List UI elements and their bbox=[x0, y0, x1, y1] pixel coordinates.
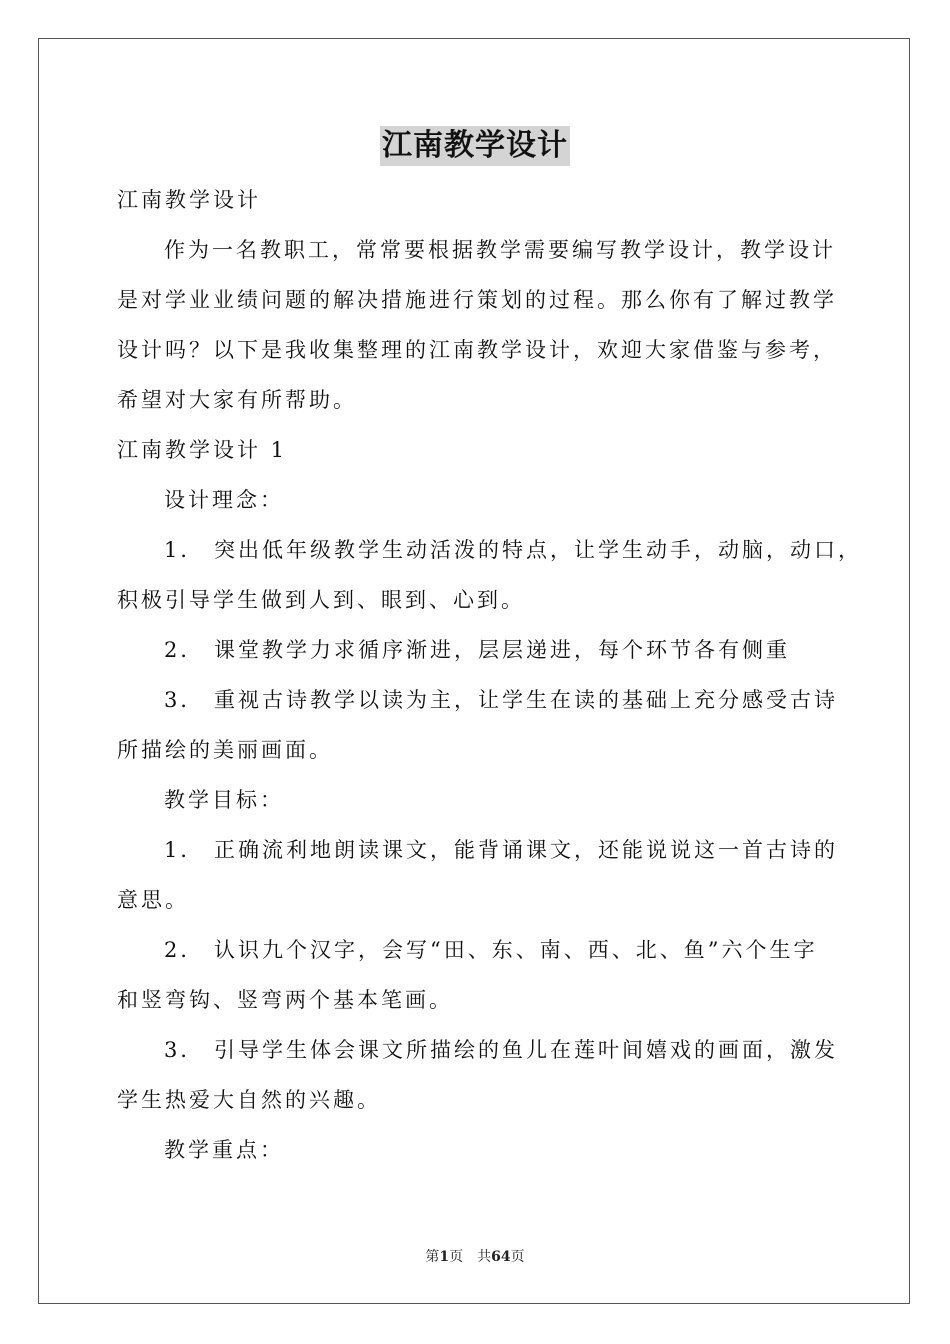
paragraph-line: 3． 引导学生体会课文所描绘的鱼儿在莲叶间嬉戏的画面，激发 bbox=[164, 1038, 839, 1062]
paragraph-line: 2． 认识九个汉字，会写“田、东、南、西、北、鱼”六个生字 bbox=[164, 938, 818, 962]
paragraph-line: 1． 正确流利地朗读课文，能背诵课文，还能说说这一首古诗的 bbox=[164, 838, 839, 862]
page-number: 1 bbox=[439, 1249, 450, 1265]
document-body bbox=[117, 175, 863, 1175]
paragraph-line: 学生热爱大自然的兴趣。 bbox=[117, 1088, 381, 1112]
paragraph-line: 江南教学设计 bbox=[117, 188, 261, 212]
paragraph-line: 设计吗？以下是我收集整理的江南教学设计，欢迎大家借鉴与参考， bbox=[117, 338, 837, 362]
paragraph-line: 教学重点： bbox=[164, 1138, 284, 1162]
total-suffix: 页 bbox=[510, 1249, 525, 1265]
paragraph-line: 2． 课堂教学力求循序渐进，层层递进，每个环节各有侧重 bbox=[164, 638, 791, 662]
title-container bbox=[0, 126, 950, 166]
paragraph-line: 1． 突出低年级教学生动活泼的特点，让学生动手，动脑，动口， bbox=[164, 538, 863, 562]
paragraph-line: 设计理念： bbox=[164, 488, 284, 512]
paragraph-line: 和竖弯钩、竖弯两个基本笔画。 bbox=[117, 988, 453, 1012]
page-suffix: 页 bbox=[449, 1249, 464, 1265]
total-prefix: 共 bbox=[477, 1249, 492, 1265]
paragraph-line: 希望对大家有所帮助。 bbox=[117, 388, 357, 412]
paragraph-line: 作为一名教职工，常常要根据教学需要编写教学设计，教学设计 bbox=[164, 238, 836, 262]
page-prefix: 第 bbox=[425, 1249, 440, 1265]
paragraph-line: 3． 重视古诗教学以读为主，让学生在读的基础上充分感受古诗 bbox=[164, 688, 839, 712]
page-footer bbox=[0, 1247, 950, 1267]
total-pages: 64 bbox=[491, 1249, 511, 1265]
paragraph-line: 意思。 bbox=[117, 888, 189, 912]
paragraph-line: 是对学业业绩问题的解决措施进行策划的过程。那么你有了解过教学 bbox=[117, 288, 837, 312]
section-heading: 江南教学设计 1 bbox=[117, 438, 288, 462]
paragraph-line: 积极引导学生做到人到、眼到、心到。 bbox=[117, 588, 525, 612]
paragraph-line: 所描绘的美丽画面。 bbox=[117, 738, 333, 762]
document-title: 江南教学设计 bbox=[380, 126, 570, 166]
paragraph-line: 教学目标： bbox=[164, 788, 284, 812]
